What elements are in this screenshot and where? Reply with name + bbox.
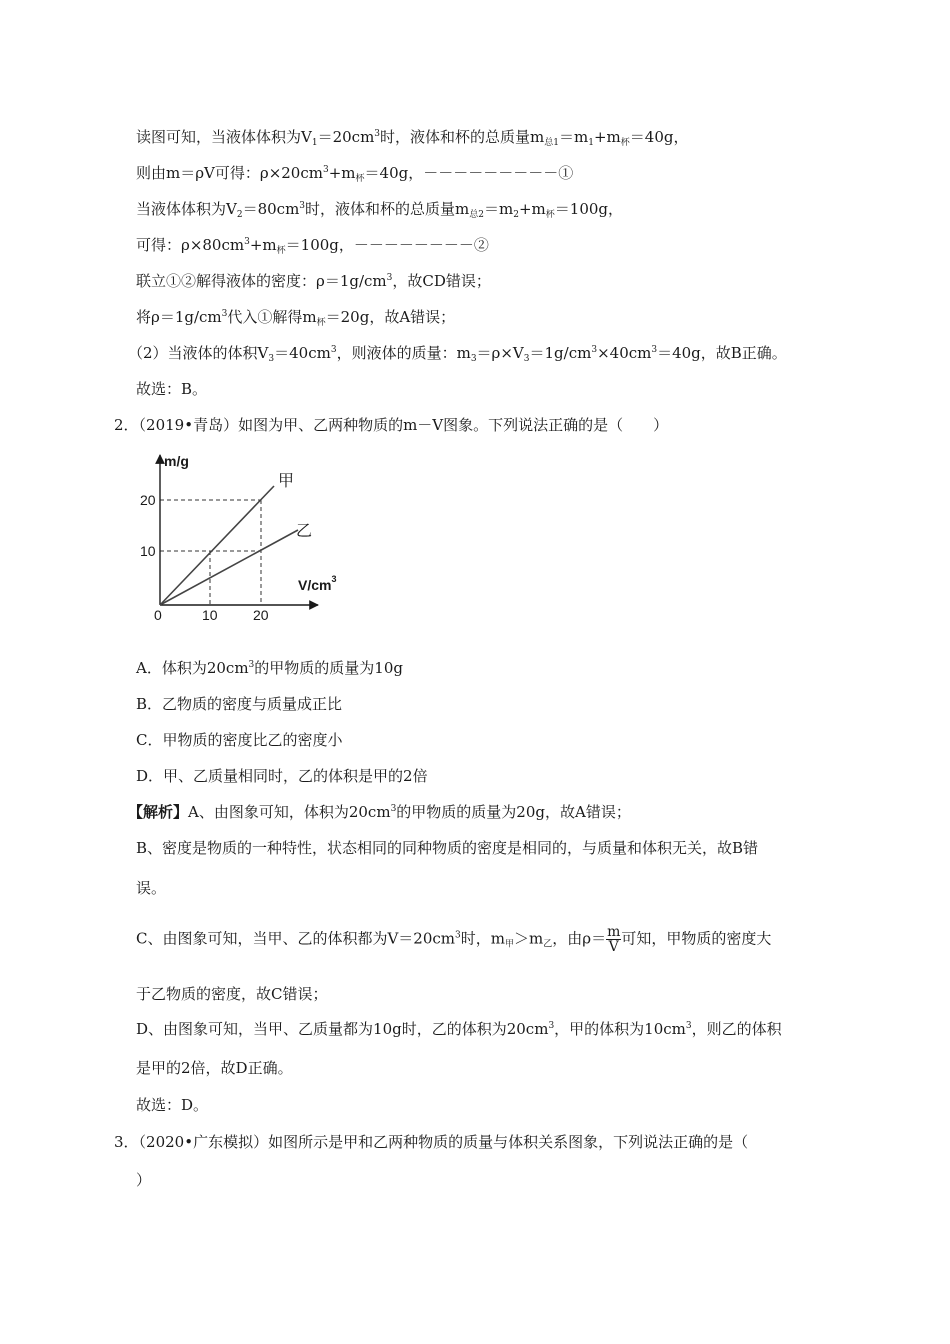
solution-line-3: 当液体体积为$V_2=80cm^3$时，液体和杯的总质量$m_{总2}=m_2+m_杯=100g$， xyxy=(136,200,624,220)
x-tick-10: 10 xyxy=(202,607,218,623)
density-fraction: $\frac{m}{V}$ xyxy=(607,924,621,955)
y-axis-label: m/g xyxy=(164,453,189,469)
solution-line-1: 读图可知，当液体体积为$V_1=20cm^3$时，液体和杯的总质量$m_{总1}=m_1+m_杯=40g$， xyxy=(136,128,689,148)
analysis-choice: 故选：D。 xyxy=(136,1096,209,1114)
x-tick-20: 20 xyxy=(253,607,269,623)
analysis-b-line2: 误。 xyxy=(136,879,167,897)
x-axis-label: $V/cm^3$ xyxy=(298,574,337,593)
y-tick-10: 10 xyxy=(140,543,156,559)
series-jia-line xyxy=(160,486,274,605)
m-v-graph xyxy=(140,450,360,625)
analysis-c-line1: C、由图象可知，当甲、乙的体积都为$V=20cm^3$时，$m_甲>m_乙$，由ρ＝ $\frac{m}{V}$ 可知，甲物质的密度大 xyxy=(136,924,772,955)
solution-line-2: 则由m＝ρV可得：$\rho\times 20cm^3+m_杯=40g$，－－－－－－－－－① xyxy=(136,164,574,184)
solution-choice: 故选：B。 xyxy=(136,380,208,398)
series-yi-line xyxy=(160,530,298,605)
y-tick-20: 20 xyxy=(140,492,156,508)
solution-line-5: 联立①②解得液体的密度：$\rho=1g/cm^3$，故CD错误； xyxy=(136,272,491,290)
analysis-b-line1: B、密度是物质的一种特性，状态相同的同种物质的密度是相同的，与质量和体积无关，故B错 xyxy=(136,839,759,857)
solution-line-4: 可得：$\rho\times 80cm^3+m_杯=100g$，－－－－－－－－② xyxy=(136,236,489,256)
analysis-a: 【解析】A、由图象可知，体积为$20cm^3$的甲物质的质量为20g，故A错误； xyxy=(128,803,631,821)
analysis-c-line2: 于乙物质的密度，故C错误； xyxy=(136,985,328,1003)
option-a: A．体积为$20cm^3$的甲物质的质量为10g xyxy=(136,659,403,677)
solution-line-6: 将$\rho=1g/cm^3$代入①解得$m_杯=20g$，故A错误； xyxy=(136,308,456,328)
option-d: D．甲、乙质量相同时，乙的体积是甲的2倍 xyxy=(136,767,428,785)
series-jia-label: 甲 xyxy=(278,473,295,490)
question-3-stem-line1: 3．（2020•广东模拟）如图所示是甲和乙两种物质的质量与体积关系图象，下列说法正确的是（ xyxy=(114,1133,749,1151)
origin-label: 0 xyxy=(154,607,162,623)
question-3-stem-line2: ） xyxy=(136,1171,152,1189)
option-c: C．甲物质的密度比乙的密度小 xyxy=(136,731,343,749)
option-b: B．乙物质的密度与质量成正比 xyxy=(136,695,343,713)
question-2-stem: 2．（2019•青岛）如图为甲、乙两种物质的m－V图象。下列说法正确的是（ ） xyxy=(114,416,669,434)
solution-line-7: （2）当液体的体积$V_3=40cm^3$，则液体的质量：$m_3=\rho\times V_3=1g/cm^3\times 40cm^3=40g$，故B正确。 xyxy=(128,344,787,364)
analysis-d-line1: D、由图象可知，当甲、乙质量都为10g时，乙的体积为$20cm^3$，甲的体积为$10cm^3$，则乙的体积 xyxy=(136,1020,782,1038)
series-yi-label: 乙 xyxy=(296,523,313,540)
analysis-d-line2: 是甲的2倍，故D正确。 xyxy=(136,1059,293,1077)
